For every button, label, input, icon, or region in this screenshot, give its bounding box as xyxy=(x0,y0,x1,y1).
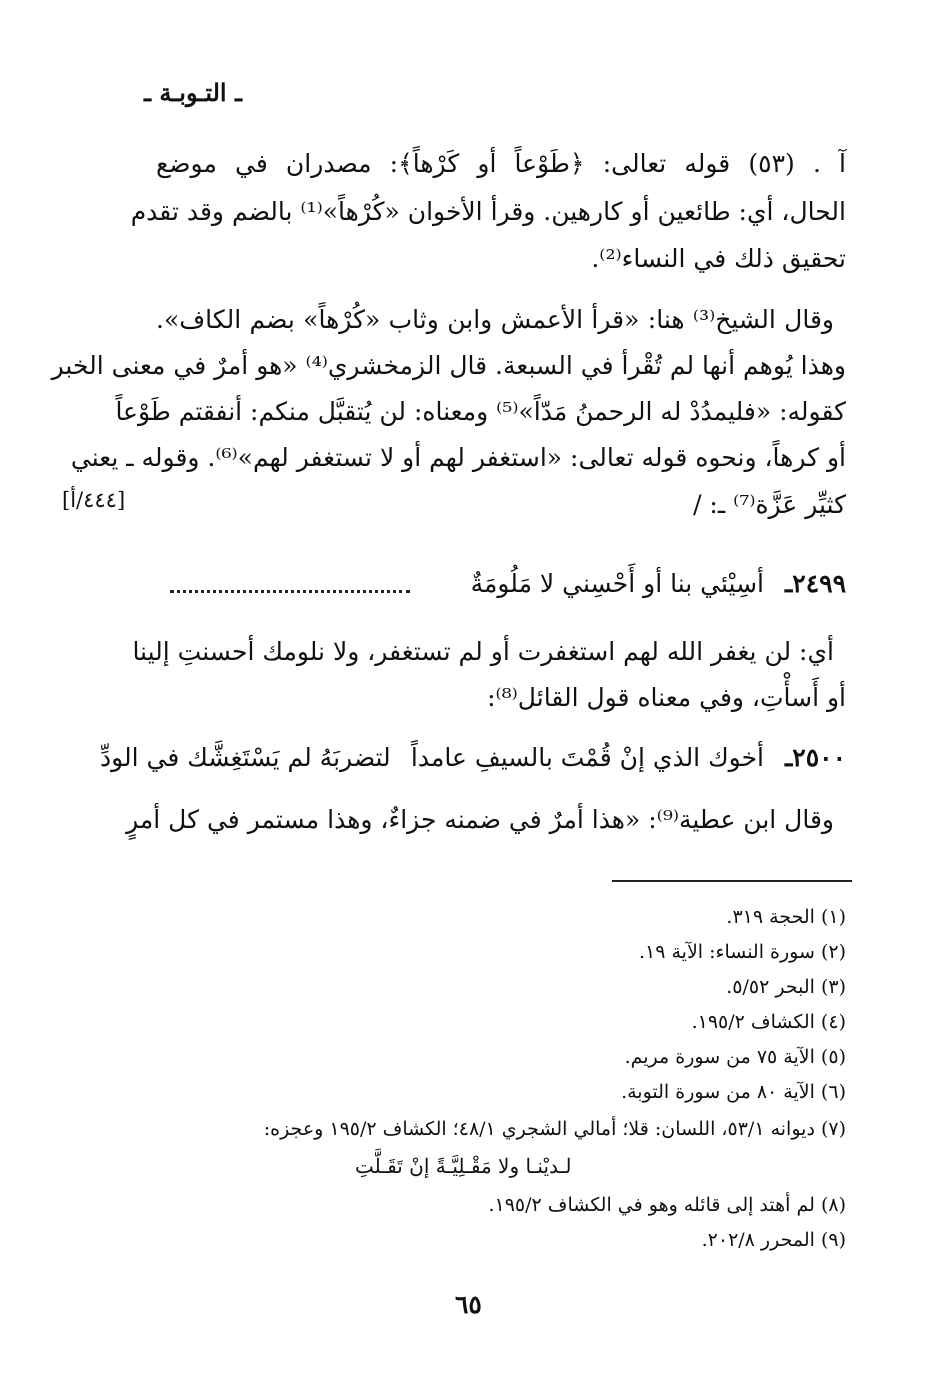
verse-number: ٢٤٩٩ـ xyxy=(784,569,846,598)
body-line: وهذا يُوهم أنها لم تُقْرأ في السبعة. قال الزمخشري⁽⁴⁾ «هو أمرٌ في معنى الخبر xyxy=(51,351,846,380)
footnote-separator xyxy=(612,880,852,882)
footnote: (٣) البحر ٥/٥٢. xyxy=(726,976,846,998)
body-line: تحقيق ذلك في النساء⁽²⁾. xyxy=(591,244,846,273)
verse-number: ٢٥٠٠ـ xyxy=(784,743,846,772)
footnote: (١) الحجة ٣١٩. xyxy=(726,906,846,928)
running-header: ـ التـوبـة ـ xyxy=(143,78,242,107)
verse-first-hemistich: أخوك الذي إنْ قُمْتَ بالسيفِ عامداً xyxy=(410,743,764,772)
verse-text: أسِيْئي بنا أو أَحْسِني لا مَلُومَةٌ xyxy=(470,569,764,598)
page-number: ٦٥ xyxy=(455,1290,482,1319)
footnote: (٢) سورة النساء: الآية ١٩. xyxy=(638,941,846,963)
footnote: (٦) الآية ٨٠ من سورة التوبة. xyxy=(621,1081,846,1103)
body-line: أي: لن يغفر الله لهم استغفرت أو لم تستغفر، ولا نلومك أحسنتِ إلينا xyxy=(132,637,834,666)
body-line: آ . (٥٣) قوله تعالى: ﴿طَوْعاً أو كَرْهاً﴾: مصدران في موضع xyxy=(156,149,846,178)
footnote: (٧) ديوانه ٥٣/١، اللسان: قلا؛ أمالي الشجري ٤٨/١؛ الكشاف ١٩٥/٢ وعجزه: xyxy=(263,1118,846,1140)
footnote: (٨) لم أهتد إلى قائله وهو في الكشاف ١٩٥/٢. xyxy=(488,1194,846,1216)
verse-second-hemistich: لتضربَهُ لم يَسْتَغِشَّك في الودِّ xyxy=(100,743,391,772)
body-line: وقال الشيخ⁽³⁾ هنا: «قرأ الأعمش وابن وثاب «كُرْهاً» بضم الكاف». xyxy=(156,305,834,334)
body-line: كقوله: «فليمدُدْ له الرحمنُ مَدّاً»⁽⁵⁾ ومعناه: لن يُتقبَّل منكم: أنفقتم طَوْعاً xyxy=(115,397,846,426)
body-line: الحال، أي: طائعين أو كارهين. وقرأ الأخوان «كُرْهاً»⁽¹⁾ بالضم وقد تقدم xyxy=(130,197,846,226)
margin-folio-reference: [٤٤٤/أ] xyxy=(62,488,126,512)
body-line: كثيِّر عَزَّة⁽⁷⁾ ـ: / xyxy=(693,490,846,519)
missing-hemistich-dots xyxy=(170,580,410,593)
footnote: (٩) المحرر ٢٠٢/٨. xyxy=(701,1229,846,1251)
body-line: أو أَسأْتِ، وفي معناه قول القائل⁽⁸⁾: xyxy=(487,683,846,712)
footnote: (٤) الكشاف ١٩٥/٢. xyxy=(691,1011,846,1033)
footnote-verse: لـديْنـا ولا مَقْـلِيَّـةً إنْ تَقَـلَّتِ xyxy=(355,1154,572,1178)
footnote: (٥) الآية ٧٥ من سورة مريم. xyxy=(624,1046,846,1068)
body-line: وقال ابن عطية⁽⁹⁾: «هذا أمرٌ في ضمنه جزاءٌ، وهذا مستمر في كل أمرٍ xyxy=(126,805,834,834)
body-line: أو كرهاً، ونحوه قوله تعالى: «استغفر لهم أو لا تستغفر لهم»⁽⁶⁾. وقوله ـ يعني xyxy=(70,443,846,472)
